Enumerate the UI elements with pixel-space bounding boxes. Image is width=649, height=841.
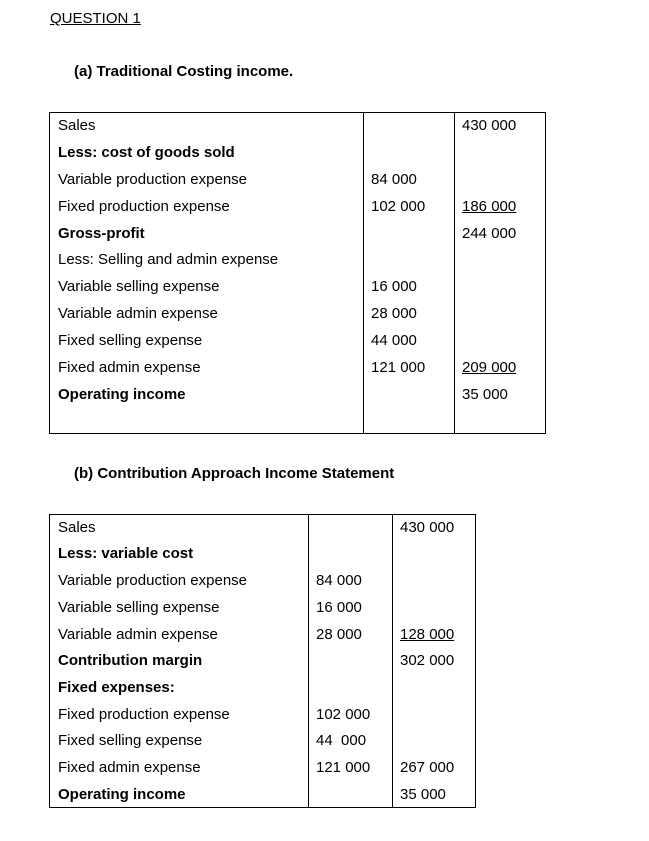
table-row [50,622,475,649]
table-row [50,675,475,702]
table-row [50,782,475,809]
row-label: Variable production expense [58,171,248,188]
amount-value: 16 000 [316,599,362,616]
row-label: Less: cost of goods sold [58,144,235,161]
row-label: Fixed selling expense [58,332,203,349]
question-title: QUESTION 1 [50,10,141,27]
amount-value: 102 000 [316,706,371,723]
row-label: Variable selling expense [58,599,220,616]
table-row [50,702,475,729]
total-value: 35 000 [462,386,508,403]
table-row [50,515,475,542]
table-row [50,595,475,622]
total-value: 430 000 [462,117,517,134]
amount-value: 44 000 [371,332,417,349]
table-row [50,382,545,409]
row-label: Less: Selling and admin expense [58,251,279,268]
total-value: 186 000 [462,198,517,215]
table-row [50,247,545,274]
total-value: 35 000 [400,786,446,803]
table-row [50,274,545,301]
table-row [50,568,475,595]
table-row [50,755,475,782]
row-label: Fixed production expense [58,706,230,723]
amount-value: 84 000 [371,171,417,188]
row-label: Variable production expense [58,572,248,589]
table-row [50,140,545,167]
total-value: 302 000 [400,652,455,669]
table-row [50,167,545,194]
row-label: Variable admin expense [58,305,218,322]
row-label: Fixed admin expense [58,759,201,776]
amount-value: 28 000 [316,626,362,643]
row-label: Variable selling expense [58,278,220,295]
total-value: 267 000 [400,759,455,776]
row-label: Fixed admin expense [58,359,201,376]
traditional-costing-table [49,112,546,434]
row-label: Gross-profit [58,225,145,242]
section-b-title: (b) Contribution Approach Income Statement [74,465,395,482]
amount-value: 44 000 [316,732,367,749]
amount-value: 84 000 [316,572,362,589]
row-label: Fixed production expense [58,198,230,215]
table-row [50,301,545,328]
table-row [50,648,475,675]
contribution-approach-table [49,514,476,808]
row-label: Contribution margin [58,652,203,669]
row-label: Fixed selling expense [58,732,203,749]
row-label: Operating income [58,386,186,403]
amount-value: 121 000 [371,359,426,376]
row-label: Sales [58,117,96,134]
table-row [50,541,475,568]
table-row [50,221,545,248]
section-a-title: (a) Traditional Costing income. [74,63,294,80]
row-label: Operating income [58,786,186,803]
table-row [50,113,545,140]
table-row [50,355,545,382]
row-label: Less: variable cost [58,545,194,562]
row-label: Sales [58,519,96,536]
total-value: 244 000 [462,225,517,242]
table-row [50,728,475,755]
amount-value: 16 000 [371,278,417,295]
total-value: 209 000 [462,359,517,376]
total-value: 430 000 [400,519,455,536]
row-label: Fixed expenses: [58,679,175,696]
total-value: 128 000 [400,626,455,643]
table-row [50,328,545,355]
amount-value: 121 000 [316,759,371,776]
amount-value: 102 000 [371,198,426,215]
amount-value: 28 000 [371,305,417,322]
table-row [50,194,545,221]
row-label: Variable admin expense [58,626,218,643]
